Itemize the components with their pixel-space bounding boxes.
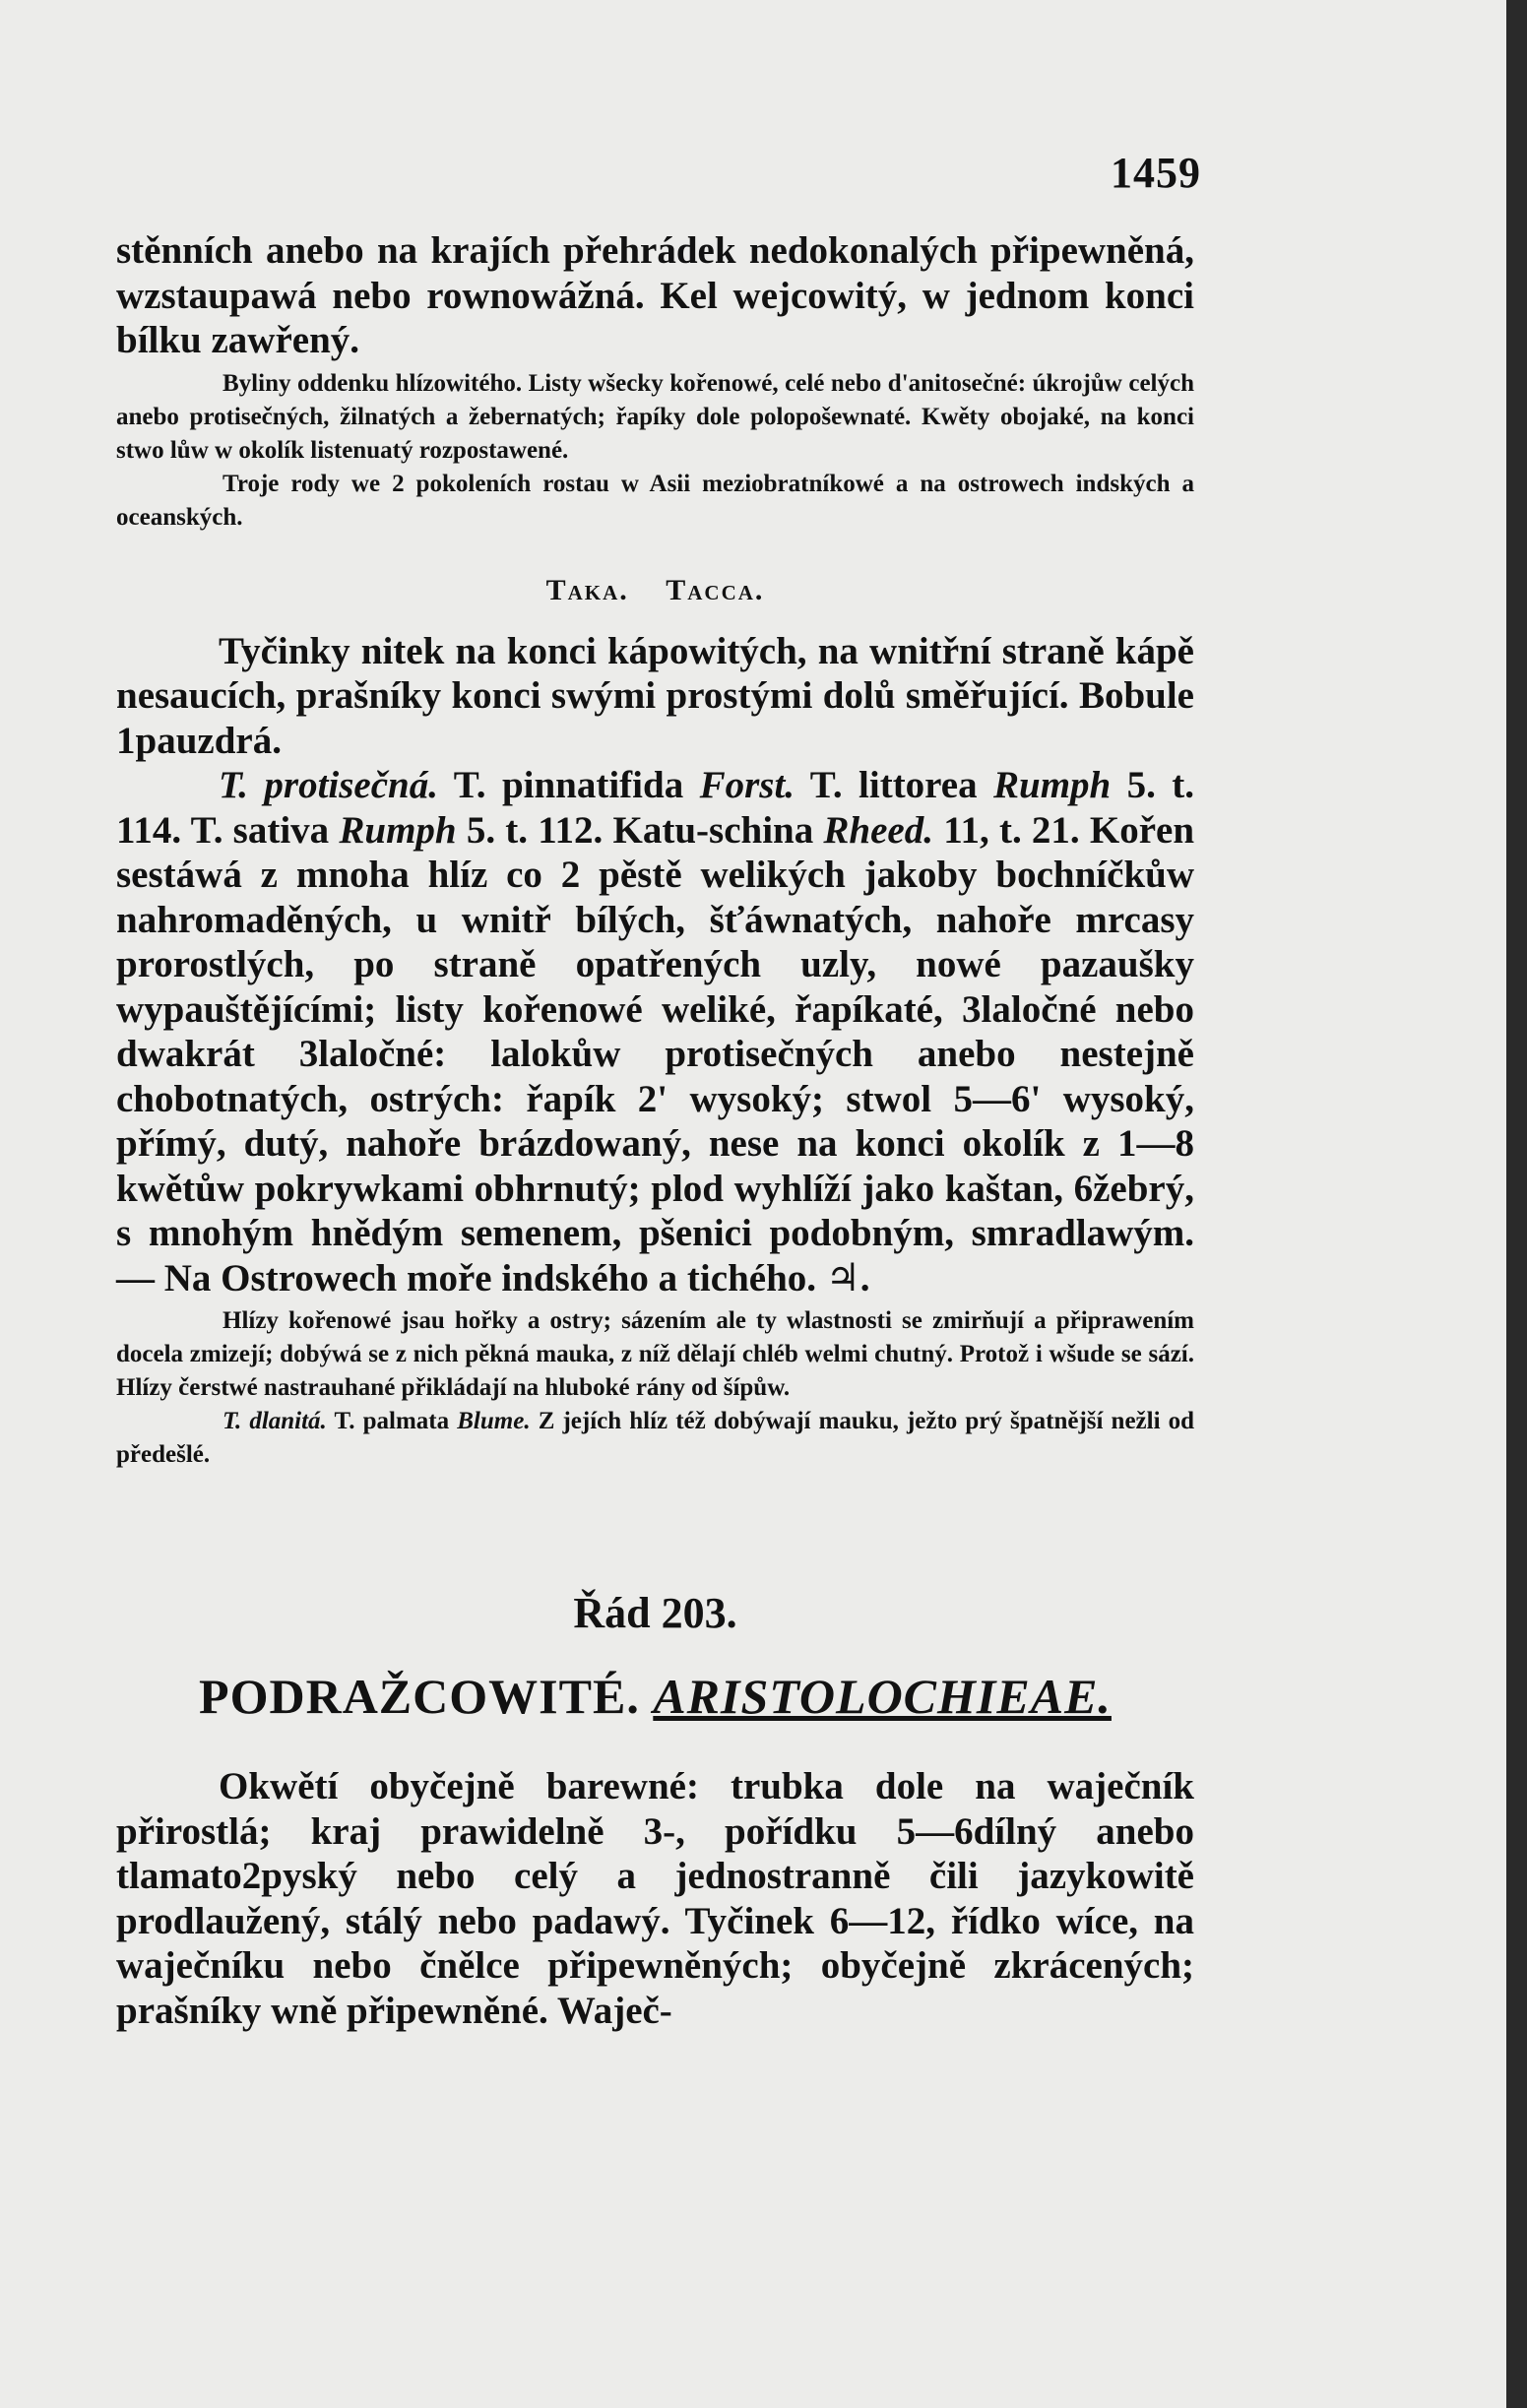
species-1-note: Hlízy kořenowé jsau hořky a ostry; sázením ale ty wlastnosti se zmirňují a připrawením docela zmizejí; dobýwá se z nich pěkná mauka, z níž dělají chléb welmi chutný. Protož i wšude se sází. Hlízy čerstwé nastrauhané přikládají na hluboké rány od šípůw. bbox=[116, 1307, 1194, 1401]
species-1-author-d: Rheed. bbox=[823, 808, 933, 852]
species-1-description: Kořen sestáwá z mnoha hlíz co 2 pěstě welikých jakoby bochníčkůw nahromaděných, u wnitř bílých, šťáwnatých, nahoře mrcasy prorostlých, po straně opatřených uzly, nowé pazaušky wypauštějícími; listy kořenowé weliké, řapíkaté, 3laločné nebo dwakrát 3laločné: lalokůw protisečných anebo nestejně chobotnatých, ostrých: řapík 2' wysoký; stwol 5—6' wysoký, přímý, dutý, nahoře brázdowaný, nese na konci okolík z 1—8 kwětůw pokrywkami obhrnutý; plod wyhlíží jako kaštan, 6žebrý, s mnohým hnědým semenem, pšenici podobným, smradlawým. — Na Ostrowech moře indského a tichého. ♃. bbox=[116, 808, 1195, 1299]
genus-heading bbox=[116, 574, 1194, 607]
species-2-name: T. dlanitá. bbox=[223, 1408, 327, 1434]
page-number: 1459 bbox=[1111, 149, 1201, 197]
species-1-synonym-d: Katu-schina bbox=[612, 808, 814, 852]
species-2-author: Blume. bbox=[457, 1408, 531, 1434]
page-content bbox=[116, 228, 1194, 2033]
species-1-ref-b: 5. t. 114. bbox=[116, 764, 1195, 852]
genus-description: Tyčinky nitek na konci kápowitých, na wnitřní straně kápě nesaucích, prašníky konci swými prostými dolů směřující. Bobule 1pauzdrá. bbox=[116, 629, 1194, 762]
species-1-synonym-c: T. sativa bbox=[190, 808, 330, 852]
genus-czech-name: Taka. bbox=[545, 573, 629, 606]
family-czech-name: PODRAŽCOWITÉ. bbox=[199, 1669, 640, 1724]
intro-note-1: Byliny oddenku hlízowitého. Listy wšecky kořenowé, celé nebo d'anitosečné: úkrojůw celých anebo protisečných, žilnatých a žebernatých; řapíky dole polopošewnaté. Kwěty obojaké, na konci stwo lůw w okolík listenuatý rozpostawené. bbox=[116, 369, 1194, 464]
order-heading: Řád 203. bbox=[573, 1589, 737, 1637]
species-1-ref-d: 11, t. 21. bbox=[943, 808, 1080, 852]
genus-latin-name: Tacca. bbox=[666, 573, 765, 606]
species-1-author-b: Rumph bbox=[993, 764, 1112, 806]
family-heading bbox=[116, 1668, 1194, 1725]
species-1-synonym-b: T. littorea bbox=[809, 764, 978, 806]
family-latin-name: ARISTOLOCHIEAE. bbox=[653, 1669, 1112, 1724]
species-2-text: Z jejích hlíz též dobýwají mauku, ježto prý špatnější nežli od předešlé. bbox=[116, 1408, 1195, 1468]
species-1-author-a: Forst. bbox=[699, 764, 795, 806]
species-entry-2 bbox=[116, 1405, 1194, 1472]
species-entry-1 bbox=[116, 763, 1194, 1300]
family-description: Okwětí obyčejně barewné: trubka dole na waječník přirostlá; kraj prawidelně 3-, pořídku 5—6dílný anebo tlamato2pyský nebo celý a jednostranně čili jazykowitě prodlaužený, stálý nebo padawý. Tyčinek 6—12, řídko wíce, na waječníku nebo čnělce připewněných; obyčejně zkrácených; prašníky wně připewněné. Waječ- bbox=[116, 1765, 1194, 2032]
species-1-name: T. protisečná. bbox=[219, 764, 438, 806]
intro-paragraph: stěnních anebo na krajích přehrádek nedokonalých připewněná, wzstaupawá nebo rownowážná. Kel wejcowitý, w jednom konci bílku zawřený. bbox=[116, 229, 1194, 361]
species-2-synonym: T. palmata bbox=[334, 1408, 450, 1434]
species-1-ref-c: 5. t. 112. bbox=[466, 808, 604, 852]
intro-note-2: Troje rody we 2 pokoleních rostau w Asii meziobratníkowé a na ostrowech indských a oceanských. bbox=[116, 470, 1194, 531]
species-1-author-c: Rumph bbox=[339, 808, 457, 852]
species-1-synonym-a: T. pinnatifida bbox=[453, 764, 684, 806]
